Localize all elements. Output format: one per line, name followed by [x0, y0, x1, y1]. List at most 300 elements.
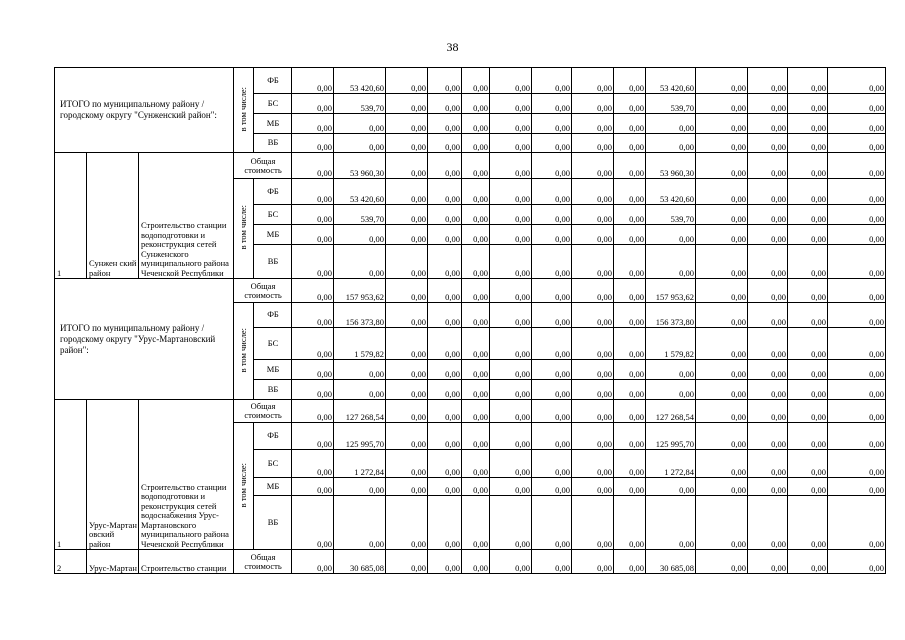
fb-value: 0,00	[532, 68, 572, 94]
mb-value: 0,00	[532, 114, 572, 134]
vb-value: 0,00	[828, 496, 886, 550]
mb-value: 0,00	[334, 225, 386, 245]
vb-value: 0,00	[490, 245, 532, 279]
mb-value: 0,00	[614, 478, 646, 496]
bs-value: 0,00	[696, 94, 748, 114]
fb-value: 0,00	[696, 179, 748, 205]
mb-value: 0,00	[490, 478, 532, 496]
general-cost-value: 53 960,30	[334, 153, 386, 179]
vb-value: 0,00	[490, 496, 532, 550]
fund-type-vb: ВБ	[254, 134, 292, 153]
general-cost-value: 0,00	[614, 550, 646, 574]
mb-value: 0,00	[696, 360, 748, 380]
fund-type-mb: МБ	[254, 114, 292, 134]
general-cost-value: 0,00	[572, 550, 614, 574]
fund-type-mb: МБ	[254, 478, 292, 496]
fb-value: 0,00	[490, 179, 532, 205]
general-cost-value: 0,00	[748, 279, 788, 303]
bs-value: 0,00	[490, 205, 532, 225]
mb-value: 0,00	[646, 360, 696, 380]
general-cost-value: 53 960,30	[646, 153, 696, 179]
in-that-number-text: в том числе:	[238, 205, 249, 250]
general-cost-value: 0,00	[828, 279, 886, 303]
bs-value: 0,00	[748, 328, 788, 360]
table-row	[55, 68, 886, 94]
general-cost-value: 0,00	[386, 550, 428, 574]
mb-value: 0,00	[614, 114, 646, 134]
vb-value: 0,00	[292, 134, 334, 153]
general-cost-label: Общая стоимость	[234, 153, 292, 179]
vb-value: 0,00	[646, 380, 696, 400]
bs-value: 0,00	[696, 450, 748, 478]
general-cost-value: 0,00	[748, 153, 788, 179]
general-cost-value: 0,00	[696, 400, 748, 423]
fb-value: 53 420,60	[334, 68, 386, 94]
vb-value: 0,00	[532, 380, 572, 400]
in-that-number-label	[234, 303, 254, 400]
table-row	[55, 279, 886, 303]
vb-value: 0,00	[334, 245, 386, 279]
general-cost-value: 0,00	[428, 550, 462, 574]
general-cost-value: 0,00	[532, 153, 572, 179]
fb-value: 0,00	[614, 179, 646, 205]
fb-value: 125 995,70	[646, 423, 696, 450]
fund-type-fb: ФБ	[254, 179, 292, 205]
mb-value: 0,00	[828, 225, 886, 245]
mb-value: 0,00	[788, 478, 828, 496]
fb-value: 0,00	[696, 423, 748, 450]
mb-value: 0,00	[462, 114, 490, 134]
vb-value: 0,00	[696, 496, 748, 550]
bs-value: 0,00	[828, 205, 886, 225]
district-name: Сунжен ский район	[87, 153, 139, 279]
fb-value: 53 420,60	[646, 179, 696, 205]
bs-value: 0,00	[428, 328, 462, 360]
district-total-label: ИТОГО по муниципальному району / городскому округу "Сунженский район":	[55, 68, 234, 153]
general-cost-value: 0,00	[614, 153, 646, 179]
fb-value: 0,00	[614, 423, 646, 450]
vb-value: 0,00	[646, 245, 696, 279]
general-cost-value: 0,00	[572, 400, 614, 423]
fb-value: 0,00	[748, 68, 788, 94]
mb-value: 0,00	[788, 114, 828, 134]
general-cost-value: 0,00	[428, 279, 462, 303]
bs-value: 539,70	[334, 94, 386, 114]
row-number: 2	[55, 550, 87, 574]
page-number: 38	[446, 40, 459, 54]
general-cost-value: 0,00	[292, 550, 334, 574]
fb-value: 0,00	[428, 423, 462, 450]
general-cost-value: 0,00	[696, 550, 748, 574]
bs-value: 1 272,84	[334, 450, 386, 478]
general-cost-value: 0,00	[532, 400, 572, 423]
mb-value: 0,00	[386, 478, 428, 496]
general-cost-value: 0,00	[748, 400, 788, 423]
vb-value: 0,00	[386, 134, 428, 153]
bs-value: 0,00	[462, 450, 490, 478]
bs-value: 0,00	[292, 94, 334, 114]
vb-value: 0,00	[572, 380, 614, 400]
general-cost-value: 0,00	[614, 400, 646, 423]
fb-value: 0,00	[490, 303, 532, 328]
bs-value: 0,00	[572, 205, 614, 225]
bs-value: 0,00	[572, 450, 614, 478]
row-number: 1	[55, 400, 87, 550]
bs-value: 0,00	[748, 450, 788, 478]
vb-value: 0,00	[428, 380, 462, 400]
project-name: Строительство станции водоподготовки и реконструкция сетей Сунженского муниципального района Чеченской Республики	[139, 153, 234, 279]
mb-value: 0,00	[788, 360, 828, 380]
fb-value: 156 373,80	[334, 303, 386, 328]
general-cost-value: 127 268,54	[334, 400, 386, 423]
fb-value: 0,00	[462, 303, 490, 328]
mb-value: 0,00	[386, 225, 428, 245]
general-cost-label: Общая стоимость	[234, 279, 292, 303]
fb-value: 0,00	[428, 303, 462, 328]
general-cost-value: 0,00	[828, 400, 886, 423]
fb-value: 0,00	[292, 68, 334, 94]
district-name: Урус-Мартан овский район	[87, 400, 139, 550]
mb-value: 0,00	[428, 114, 462, 134]
fb-value: 0,00	[696, 68, 748, 94]
general-cost-value: 0,00	[696, 153, 748, 179]
bs-value: 0,00	[462, 205, 490, 225]
general-cost-value: 157 953,62	[334, 279, 386, 303]
fund-type-vb: ВБ	[254, 380, 292, 400]
general-cost-label: Общая стоимость	[234, 400, 292, 423]
general-cost-value: 0,00	[490, 153, 532, 179]
mb-value: 0,00	[828, 478, 886, 496]
mb-value: 0,00	[614, 225, 646, 245]
bs-value: 0,00	[386, 94, 428, 114]
vb-value: 0,00	[386, 245, 428, 279]
mb-value: 0,00	[386, 114, 428, 134]
vb-value: 0,00	[386, 380, 428, 400]
general-cost-value: 0,00	[462, 153, 490, 179]
fb-value: 0,00	[292, 303, 334, 328]
bs-value: 0,00	[386, 205, 428, 225]
general-cost-value: 0,00	[490, 400, 532, 423]
fb-value: 0,00	[386, 68, 428, 94]
fb-value: 0,00	[788, 423, 828, 450]
fb-value: 0,00	[748, 179, 788, 205]
bs-value: 0,00	[696, 205, 748, 225]
vb-value: 0,00	[572, 134, 614, 153]
mb-value: 0,00	[572, 360, 614, 380]
bs-value: 1 579,82	[646, 328, 696, 360]
fb-value: 0,00	[748, 303, 788, 328]
in-that-number-text: в том числе:	[238, 86, 249, 131]
general-cost-value: 0,00	[428, 153, 462, 179]
mb-value: 0,00	[748, 225, 788, 245]
bs-value: 0,00	[614, 328, 646, 360]
vb-value: 0,00	[428, 496, 462, 550]
bs-value: 539,70	[334, 205, 386, 225]
fb-value: 0,00	[788, 303, 828, 328]
bs-value: 0,00	[532, 450, 572, 478]
general-cost-value: 0,00	[828, 550, 886, 574]
bs-value: 0,00	[828, 450, 886, 478]
bs-value: 539,70	[646, 205, 696, 225]
vb-value: 0,00	[614, 245, 646, 279]
general-cost-value: 0,00	[386, 400, 428, 423]
bs-value: 0,00	[386, 328, 428, 360]
mb-value: 0,00	[428, 478, 462, 496]
fb-value: 0,00	[572, 179, 614, 205]
general-cost-value: 0,00	[532, 279, 572, 303]
fb-value: 0,00	[532, 303, 572, 328]
fb-value: 0,00	[572, 423, 614, 450]
vb-value: 0,00	[788, 496, 828, 550]
fund-type-bs: БС	[254, 205, 292, 225]
vb-value: 0,00	[572, 245, 614, 279]
vb-value: 0,00	[532, 134, 572, 153]
general-cost-value: 0,00	[462, 279, 490, 303]
bs-value: 0,00	[490, 450, 532, 478]
general-cost-value: 127 268,54	[646, 400, 696, 423]
fund-type-bs: БС	[254, 94, 292, 114]
general-cost-value: 157 953,62	[646, 279, 696, 303]
fb-value: 0,00	[614, 68, 646, 94]
fund-type-bs: БС	[254, 450, 292, 478]
mb-value: 0,00	[462, 225, 490, 245]
general-cost-value: 0,00	[572, 279, 614, 303]
vb-value: 0,00	[748, 245, 788, 279]
mb-value: 0,00	[334, 114, 386, 134]
fb-value: 0,00	[572, 303, 614, 328]
general-cost-value: 0,00	[386, 279, 428, 303]
bs-value: 539,70	[646, 94, 696, 114]
in-that-number-label	[234, 179, 254, 279]
fb-value: 156 373,80	[646, 303, 696, 328]
table-row	[55, 400, 886, 423]
fb-value: 0,00	[462, 68, 490, 94]
bs-value: 0,00	[428, 205, 462, 225]
vb-value: 0,00	[532, 245, 572, 279]
general-cost-value: 0,00	[490, 279, 532, 303]
fb-value: 0,00	[386, 423, 428, 450]
project-name: Строительство станции водоподготовки и реконструкция сетей водоснабжения Урус-Мартановского муниципального района Чеченской Республики	[139, 400, 234, 550]
vb-value: 0,00	[828, 380, 886, 400]
bs-value: 0,00	[490, 328, 532, 360]
bs-value: 0,00	[614, 94, 646, 114]
general-cost-value: 0,00	[788, 153, 828, 179]
bs-value: 0,00	[386, 450, 428, 478]
bs-value: 0,00	[292, 450, 334, 478]
bs-value: 1 579,82	[334, 328, 386, 360]
mb-value: 0,00	[428, 360, 462, 380]
mb-value: 0,00	[334, 360, 386, 380]
mb-value: 0,00	[572, 478, 614, 496]
bs-value: 0,00	[788, 450, 828, 478]
mb-value: 0,00	[292, 360, 334, 380]
fb-value: 0,00	[532, 179, 572, 205]
table-row	[55, 550, 886, 574]
fund-type-mb: МБ	[254, 360, 292, 380]
fund-type-vb: ВБ	[254, 496, 292, 550]
vb-value: 0,00	[386, 496, 428, 550]
vb-value: 0,00	[614, 380, 646, 400]
bs-value: 0,00	[532, 205, 572, 225]
vb-value: 0,00	[646, 134, 696, 153]
mb-value: 0,00	[696, 114, 748, 134]
bs-value: 0,00	[748, 205, 788, 225]
in-that-number-label	[234, 68, 254, 153]
bs-value: 0,00	[788, 94, 828, 114]
general-cost-value: 0,00	[462, 400, 490, 423]
mb-value: 0,00	[490, 114, 532, 134]
project-name: Строительство станции	[139, 550, 234, 574]
bs-value: 0,00	[572, 328, 614, 360]
bs-value: 0,00	[828, 94, 886, 114]
vb-value: 0,00	[572, 496, 614, 550]
vb-value: 0,00	[532, 496, 572, 550]
mb-value: 0,00	[334, 478, 386, 496]
table-row	[55, 153, 886, 179]
fund-type-mb: МБ	[254, 225, 292, 245]
fb-value: 0,00	[828, 179, 886, 205]
mb-value: 0,00	[646, 478, 696, 496]
fb-value: 0,00	[292, 179, 334, 205]
in-that-number-label	[234, 423, 254, 550]
fb-value: 0,00	[386, 179, 428, 205]
general-cost-value: 0,00	[532, 550, 572, 574]
general-cost-value: 0,00	[428, 400, 462, 423]
bs-value: 0,00	[788, 205, 828, 225]
fb-value: 0,00	[462, 423, 490, 450]
in-that-number-text: в том числе:	[238, 462, 249, 507]
vb-value: 0,00	[828, 134, 886, 153]
vb-value: 0,00	[788, 134, 828, 153]
mb-value: 0,00	[532, 225, 572, 245]
fb-value: 0,00	[828, 68, 886, 94]
vb-value: 0,00	[334, 380, 386, 400]
bs-value: 0,00	[292, 328, 334, 360]
fb-value: 0,00	[788, 179, 828, 205]
vb-value: 0,00	[696, 134, 748, 153]
vb-value: 0,00	[828, 245, 886, 279]
mb-value: 0,00	[292, 114, 334, 134]
mb-value: 0,00	[828, 360, 886, 380]
funding-table	[54, 67, 886, 574]
vb-value: 0,00	[334, 134, 386, 153]
mb-value: 0,00	[748, 478, 788, 496]
general-cost-value: 0,00	[292, 153, 334, 179]
fb-value: 0,00	[828, 303, 886, 328]
bs-value: 0,00	[748, 94, 788, 114]
bs-value: 0,00	[462, 94, 490, 114]
general-cost-value: 0,00	[788, 400, 828, 423]
vb-value: 0,00	[696, 245, 748, 279]
fb-value: 0,00	[748, 423, 788, 450]
vb-value: 0,00	[696, 380, 748, 400]
vb-value: 0,00	[334, 496, 386, 550]
mb-value: 0,00	[292, 478, 334, 496]
bs-value: 0,00	[696, 328, 748, 360]
general-cost-value: 0,00	[828, 153, 886, 179]
general-cost-value: 0,00	[748, 550, 788, 574]
fb-value: 125 995,70	[334, 423, 386, 450]
fb-value: 53 420,60	[646, 68, 696, 94]
vb-value: 0,00	[490, 380, 532, 400]
mb-value: 0,00	[748, 360, 788, 380]
vb-value: 0,00	[748, 134, 788, 153]
bs-value: 0,00	[292, 205, 334, 225]
mb-value: 0,00	[462, 360, 490, 380]
bs-value: 0,00	[428, 450, 462, 478]
mb-value: 0,00	[614, 360, 646, 380]
mb-value: 0,00	[572, 114, 614, 134]
bs-value: 0,00	[828, 328, 886, 360]
fund-type-fb: ФБ	[254, 68, 292, 94]
fb-value: 0,00	[572, 68, 614, 94]
fund-type-vb: ВБ	[254, 245, 292, 279]
vb-value: 0,00	[646, 496, 696, 550]
vb-value: 0,00	[490, 134, 532, 153]
bs-value: 0,00	[614, 205, 646, 225]
general-cost-value: 0,00	[292, 400, 334, 423]
vb-value: 0,00	[462, 245, 490, 279]
vb-value: 0,00	[292, 245, 334, 279]
bs-value: 1 272,84	[646, 450, 696, 478]
bs-value: 0,00	[572, 94, 614, 114]
vb-value: 0,00	[292, 496, 334, 550]
mb-value: 0,00	[532, 360, 572, 380]
fb-value: 0,00	[292, 423, 334, 450]
general-cost-value: 30 685,08	[334, 550, 386, 574]
mb-value: 0,00	[428, 225, 462, 245]
general-cost-label: Общая стоимость	[234, 550, 292, 574]
general-cost-value: 0,00	[572, 153, 614, 179]
fb-value: 0,00	[532, 423, 572, 450]
bs-value: 0,00	[614, 450, 646, 478]
vb-value: 0,00	[748, 380, 788, 400]
fb-value: 53 420,60	[334, 179, 386, 205]
general-cost-value: 0,00	[386, 153, 428, 179]
general-cost-value: 0,00	[788, 550, 828, 574]
mb-value: 0,00	[696, 225, 748, 245]
vb-value: 0,00	[462, 496, 490, 550]
vb-value: 0,00	[428, 245, 462, 279]
vb-value: 0,00	[614, 134, 646, 153]
fb-value: 0,00	[696, 303, 748, 328]
mb-value: 0,00	[490, 225, 532, 245]
mb-value: 0,00	[748, 114, 788, 134]
vb-value: 0,00	[292, 380, 334, 400]
vb-value: 0,00	[462, 134, 490, 153]
vb-value: 0,00	[462, 380, 490, 400]
bs-value: 0,00	[490, 94, 532, 114]
general-cost-value: 30 685,08	[646, 550, 696, 574]
vb-value: 0,00	[614, 496, 646, 550]
fb-value: 0,00	[462, 179, 490, 205]
bs-value: 0,00	[532, 94, 572, 114]
fb-value: 0,00	[828, 423, 886, 450]
general-cost-value: 0,00	[462, 550, 490, 574]
general-cost-value: 0,00	[614, 279, 646, 303]
mb-value: 0,00	[572, 225, 614, 245]
mb-value: 0,00	[490, 360, 532, 380]
fund-type-fb: ФБ	[254, 423, 292, 450]
bs-value: 0,00	[788, 328, 828, 360]
vb-value: 0,00	[788, 380, 828, 400]
bs-value: 0,00	[462, 328, 490, 360]
district-name: Урус-Мартан	[87, 550, 139, 574]
general-cost-value: 0,00	[490, 550, 532, 574]
bs-value: 0,00	[428, 94, 462, 114]
in-that-number-text: в том числе:	[238, 327, 249, 372]
bs-value: 0,00	[532, 328, 572, 360]
